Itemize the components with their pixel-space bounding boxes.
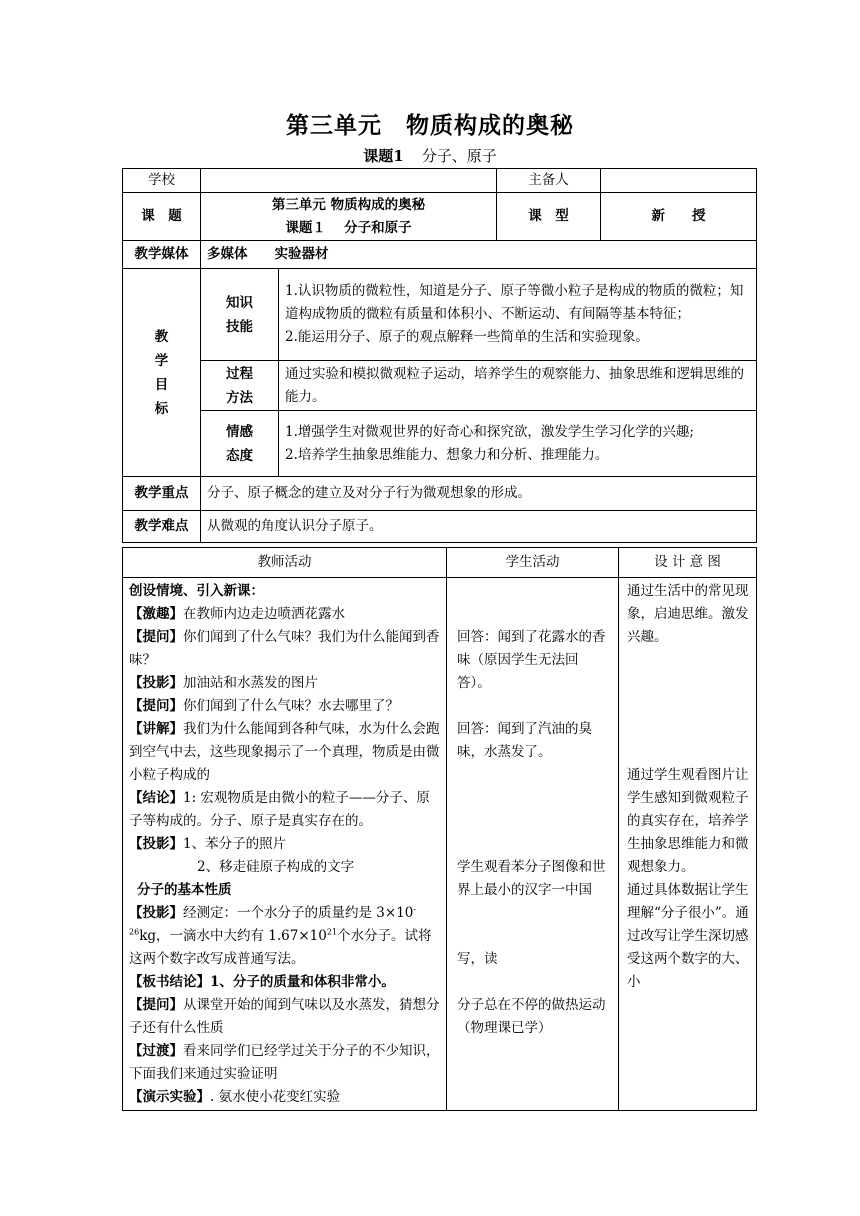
preparer-value [601,169,757,193]
school-label: 学校 [123,169,201,193]
emotion-text: 1.增强学生对微观世界的好奇心和探究欲，激发学生学习化学的兴趣; 2.培养学生抽象思维能力、想象力和分析、推理能力。 [279,411,757,477]
difficulty-label: 教学难点 [123,511,201,543]
student-activity-cell: 回答：闻到了花露水的香味（原因学生无法回答）。 回答：闻到了汽油的臭味，水蒸发了。 学生观看苯分子图像和世界上最小的汉字一中国 写，读 分子总在不停的做热运动（物理课已学） [447,578,619,1111]
type-value: 新 授 [601,193,757,241]
page-subtitle [0,145,860,166]
difficulty-text: 从微观的角度认识分子原子。 [201,511,757,543]
student-activity-header: 学生活动 [447,548,619,578]
goals-label: 教 学 目 标 [123,269,201,477]
topic-line-1: 第三单元 物质构成的奥秘 [271,196,426,213]
subtitle-lesson: 课题1 [363,147,404,165]
knowledge-text: 1.认识物质的微粒性，知道是分子、原子等微小粒子是构成的物质的微粒；知道构成物质的微粒有质量和体积小、不断运动、有间隔等基本特征； 2.能运用分子、原子的观点解释一些简单的生活和实验现象。 [279,269,757,361]
type-label: 课 型 [497,193,601,241]
topic-value [201,193,497,241]
teacher-activity-cell: 创设情境、引入新课： 【激趣】在教师内边走边喷洒花露水 【提问】你们闻到了什么气味？我们为什么能闻到香味？ 【投影】加油站和水蒸发的图片 【提问】你们闻到了什么气味？水去哪里了？ 【讲解】我们为什么能闻到各种气味，水为什么会跑到空气中去，这些现象揭示了一个真理，物质是由微小粒子构成的 【结论】1: 宏观物质是由微小的粒子——分子、原子等构成的。分子、原子是真实存在的。 【投影】1、苯分子的照片 2、移走硅原子构成的文字 分子的基本性质 【投影】经测定：一个水分子的质量约是 $3\times 10^{-26}kg$，一滴水中大约有 $1.67\times 10^{21}$个水分子。试将这两个数字改写成普通写法。 【板书结论】1、分子的质量和体积非常小。 【提问】从课堂开始的闻到气味以及水蒸发，猜想分子还有什么性质 【过渡】看来同学们已经学过关于分子的不少知识，下面我们来通过实验证明 【演示实验】. 氨水使小花变红实验 [123,578,447,1111]
topic-label: 课 题 [123,193,201,241]
design-header: 设 计 意 图 [619,548,757,578]
activity-table [122,547,757,1111]
key-point-label: 教学重点 [123,477,201,511]
preparer-label: 主备人 [497,169,601,193]
school-value [201,169,497,193]
media-value: 多媒体 实验器材 [201,241,757,269]
lesson-info-table [122,168,757,543]
process-text: 通过实验和模拟微观粒子运动，培养学生的观察能力、抽象思维和逻辑思维的能力。 [279,361,757,411]
media-label: 教学媒体 [123,241,201,269]
process-label: 过程 方法 [201,361,279,411]
key-point-text: 分子、原子概念的建立及对分子行为微观想象的形成。 [201,477,757,511]
topic-line-2: 课题１ 分子和原子 [285,219,412,236]
knowledge-label: 知识 技能 [201,269,279,361]
teacher-activity-header: 教师活动 [123,548,447,578]
page-title: 第三单元 物质构成的奥秘 [286,113,574,139]
design-cell: 通过生活中的常见现象，启迪思维。激发兴趣。 通过学生观看图片让学生感知到微观粒子的真实存在，培养学生抽象思维能力和微观想象力。 通过具体数据让学生理解“分子很小”。通过改写让学生深切感受这两个数字的大、小 [619,578,757,1111]
subtitle-topic: 分子、原子 [421,147,497,165]
emotion-label: 情感 态度 [201,411,279,477]
